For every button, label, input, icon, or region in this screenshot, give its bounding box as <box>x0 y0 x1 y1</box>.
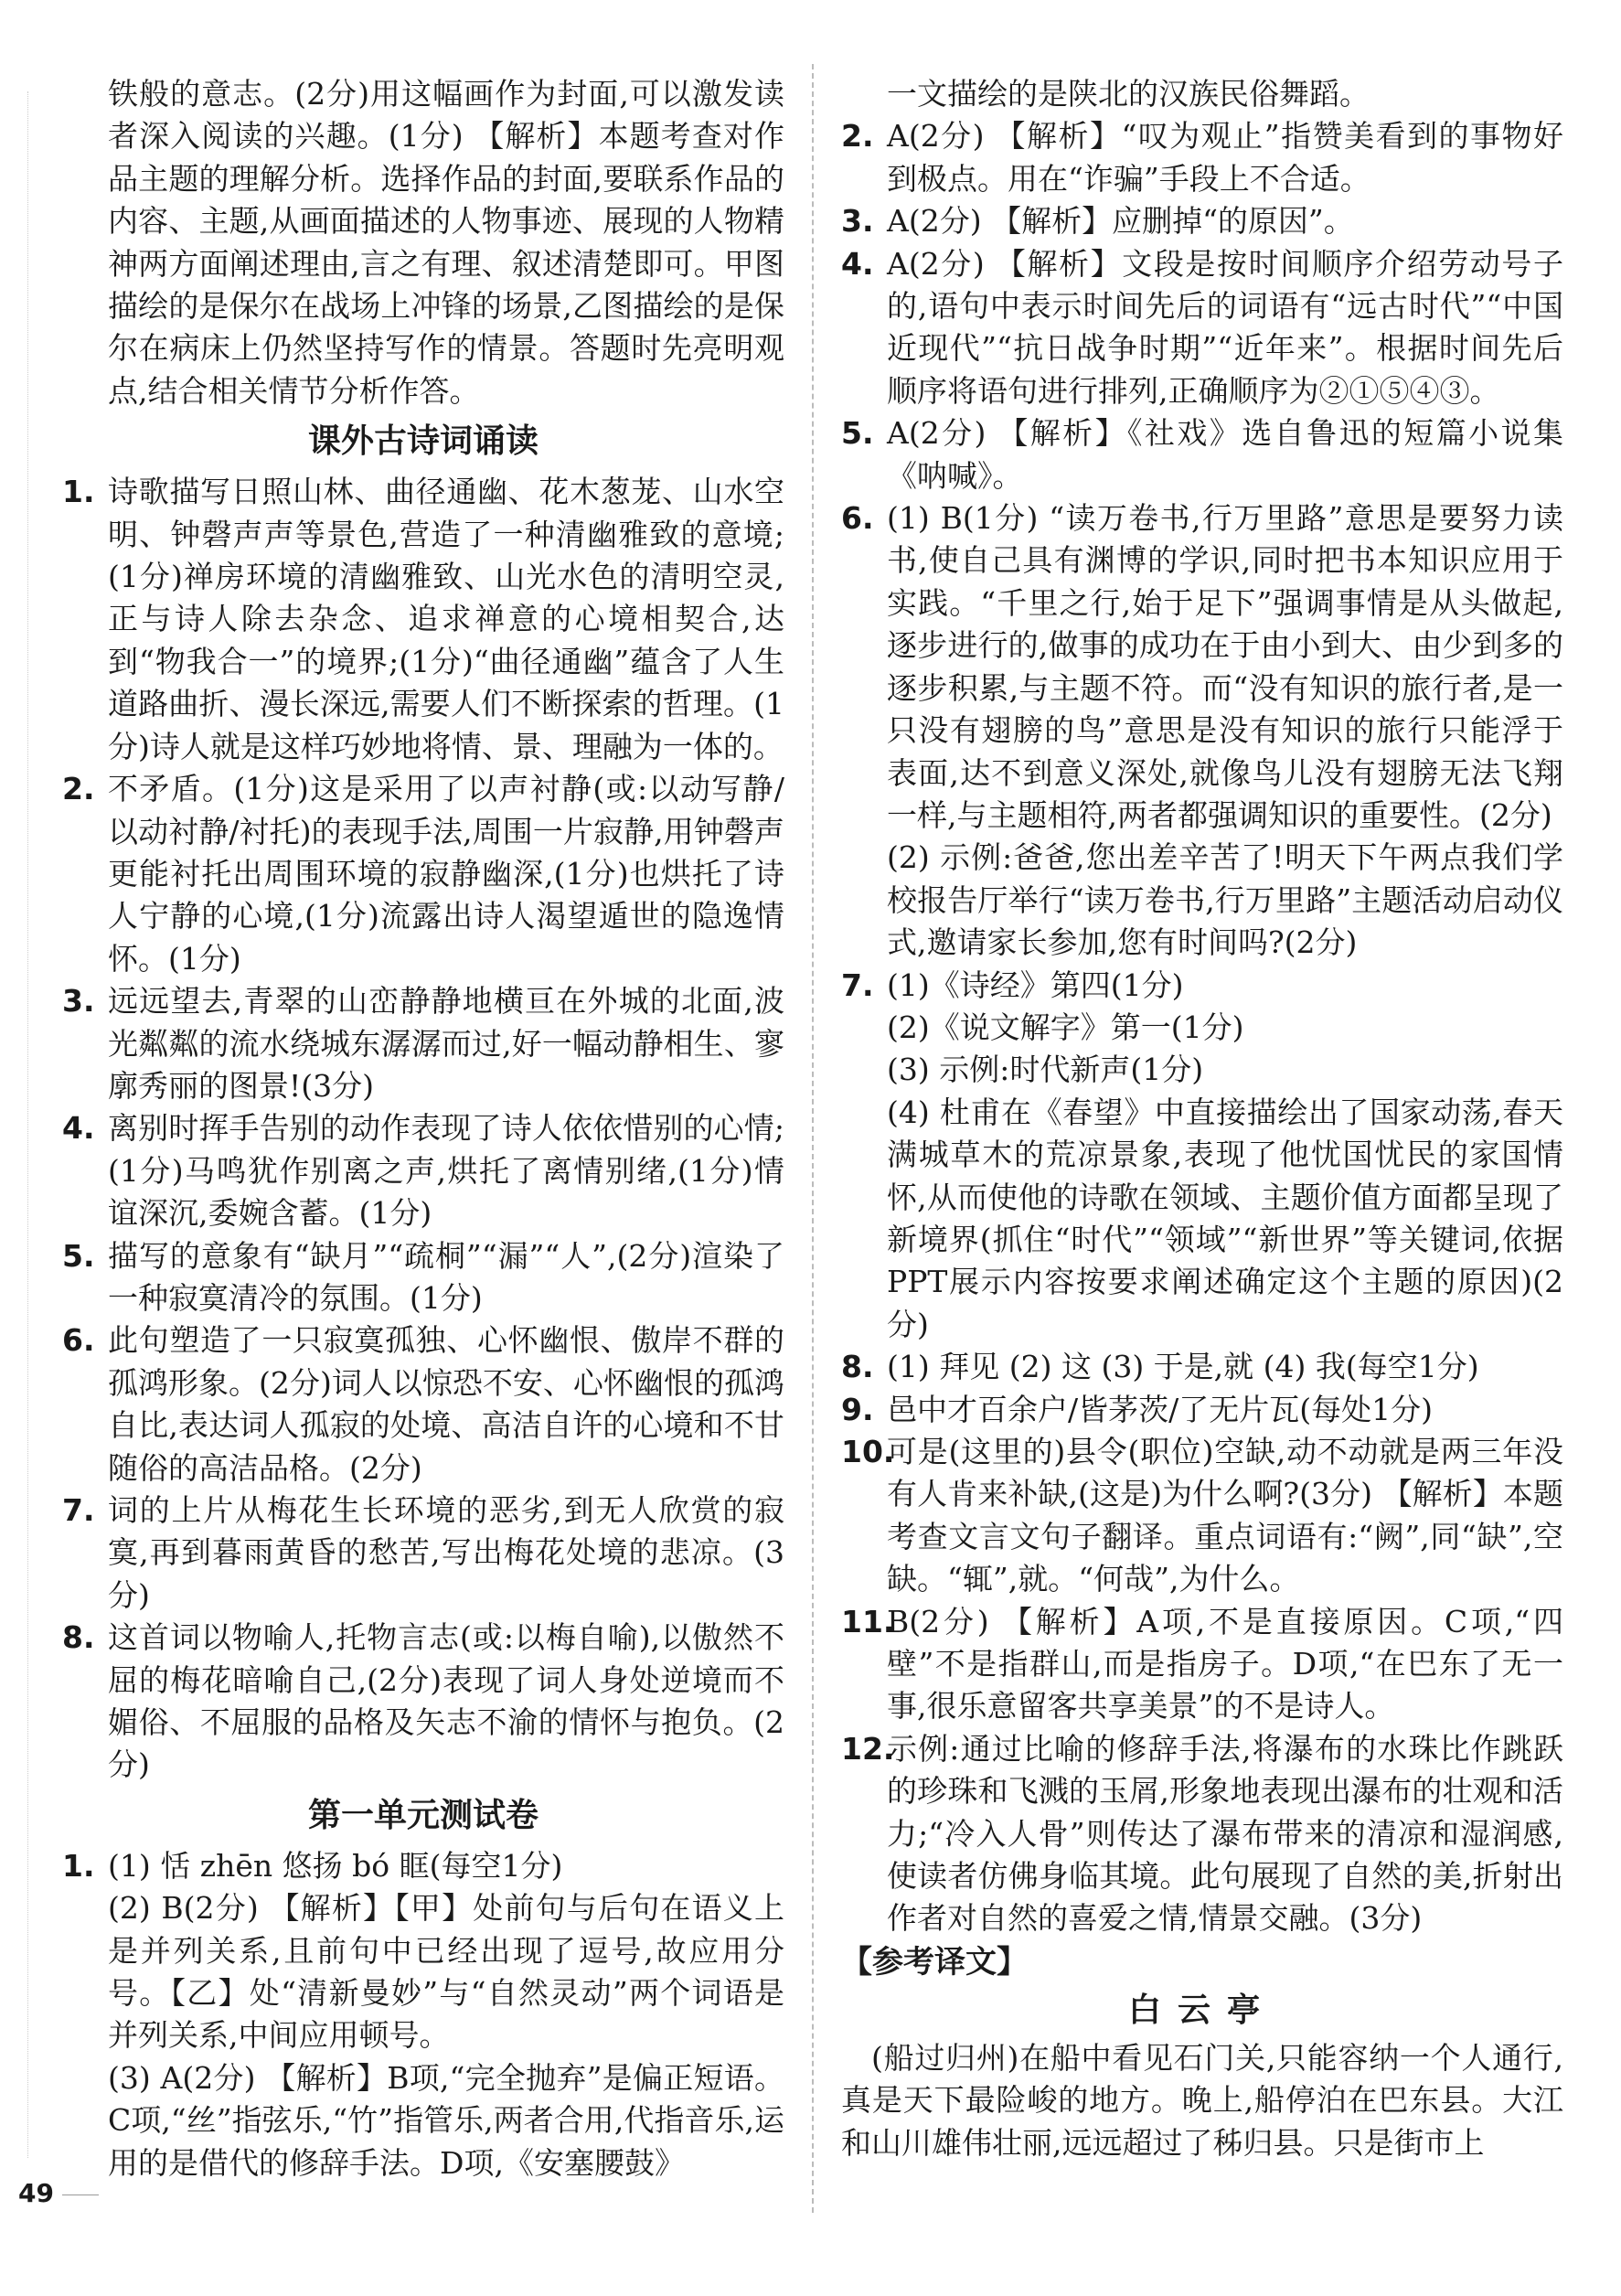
answer-item <box>841 497 1563 837</box>
answer-item <box>841 1346 1563 1388</box>
item-1-sub-3: (3) A(2分) 【解析】B项,“完全抛弃”是偏正短语。C项,“丝”指弦乐,“竹”指管乐,两者合用,代指音乐,运用的是借代的修辞手法。D项,《安塞腰鼓》 <box>108 2059 784 2181</box>
translation-title: 白云亭 <box>1127 1991 1276 2029</box>
item-number: 4. <box>62 1110 95 1147</box>
translation-text: (船过归州)在船中看见石门关,只能容纳一个人通行,真是天下最险峻的地方。晚上,船停泊在巴东县。大江和山川雄伟壮丽,远远超过了秭归县。只是街市上 <box>841 2039 1563 2161</box>
item-answer: 离别时挥手告别的动作表现了诗人依依惜别的心情;(1分)马鸣犹作别离之声,烘托了离情别绪,(1分)情谊深沉,委婉含蓄。(1分) <box>108 1110 784 1232</box>
answer-item <box>841 243 1563 413</box>
item-number: 7. <box>841 966 874 1003</box>
left-margin-rule <box>27 91 28 2158</box>
item-number: 12. <box>841 1730 895 1767</box>
answer-item <box>62 1490 784 1617</box>
item-7-sub-4: (4) 杜甫在《春望》中直接描绘出了国家动荡,春天满城草木的荒凉景象,表现了他忧国忧民的家国情怀,从而使他的诗歌在领域、主题价值方面都呈现了新境界(抓住“时代”“领域”“新世界”等关键词,依据PPT展示内容按要求阐述确定这个主题的原因)(2分) <box>887 1094 1563 1342</box>
item-7-sub-3: (3) 示例:时代新声(1分) <box>887 1052 1204 1088</box>
answer-item <box>841 1728 1563 1940</box>
item-number: 8. <box>841 1349 874 1385</box>
item-answer: 诗歌描写日照山林、曲径通幽、花木葱茏、山水空明、钟磬声声等景色,营造了一种清幽雅致的意境;(1分)禅房环境的清幽雅致、山光水色的清明空灵,正与诗人除去杂念、追求禅意的心境相契合,达到“物我合一”的境界;(1分)“曲径通幽”蕴含了人生道路曲折、漫长深远,需要人们不断探索的哲理。(1分)诗人就是这样巧妙地将情、景、理融为一体的。 <box>108 474 784 764</box>
item-number: 5. <box>841 415 874 452</box>
answer-item <box>841 200 1563 242</box>
left-column <box>62 73 784 2184</box>
item-answer: 示例:通过比喻的修辞手法,将瀑布的水珠比作跳跃的珍珠和飞溅的玉屑,形象地表现出瀑布的壮观和活力;“冷入人骨”则传达了瀑布带来的清凉和湿润感,使读者仿佛身临其境。此句展现了自然的美,折射出作者对自然的喜爱之情,情景交融。(3分) <box>887 1730 1563 1937</box>
section-title-poetry: 课外古诗词诵读 <box>307 422 539 461</box>
unit-test-answer-list-a <box>841 115 1563 837</box>
item-answer: 此句塑造了一只寂寞孤独、心怀幽恨、傲岸不群的孤鸿形象。(2分)词人以惊恐不安、心怀幽恨的孤鸿自比,表达词人孤寂的处境、高洁自许的心境和不甘随俗的高洁品格。(2分) <box>108 1322 784 1486</box>
item-number: 7. <box>62 1492 95 1528</box>
item-number: 6. <box>62 1322 95 1359</box>
item-number: 3. <box>62 983 95 1020</box>
answer-item <box>62 980 784 1107</box>
item-answer: 可是(这里的)县令(职位)空缺,动不动就是两三年没有人肯来补缺,(这是)为什么啊?(3分) 【解析】本题考查文言文句子翻译。重点词语有:“阙”,同“缺”,空缺。“辄”,就。“何哉”,为什么。 <box>887 1434 1563 1597</box>
item-answer: 邑中才百余户/皆茅茨/了无片瓦(每处1分) <box>887 1391 1433 1427</box>
item-answer: 词的上片从梅花生长环境的恶劣,到无人欣赏的寂寞,再到暮雨黄昏的愁苦,写出梅花处境的悲凉。(3分) <box>108 1492 784 1613</box>
intro-paragraph: 铁般的意志。(2分)用这幅画作为封面,可以激发读者深入阅读的兴趣。(1分) 【解析】本题考查对作品主题的理解分析。选择作品的封面,要联系作品的内容、主题,从画面描述的人物事迹、展现的人物精神两方面阐述理由,言之有理、叙述清楚即可。甲图描绘的是保尔在战场上冲锋的场景,乙图描绘的是保尔在病床上仍然坚持写作的情景。答题时先亮明观点,结合相关情节分析作答。 <box>108 76 784 409</box>
answer-item <box>62 1319 784 1490</box>
item-answer: A(2分) 【解析】《社戏》选自鲁迅的短篇小说集《呐喊》。 <box>887 415 1563 494</box>
item-7-sub-2: (2)《说文解字》第一(1分) <box>887 1009 1244 1045</box>
answer-item <box>841 115 1563 200</box>
poetry-answer-list <box>62 471 784 1787</box>
item-answer: 这首词以物喻人,托物言志(或:以梅自喻),以傲然不屈的梅花暗喻自己,(2分)表现了词人身处逆境而不媚俗、不屈服的品格及矢志不渝的情怀与抱负。(2分) <box>108 1619 784 1783</box>
item-number: 2. <box>62 771 95 807</box>
answer-item <box>62 1235 784 1320</box>
reference-translation-tag: 【参考译文】 <box>841 1943 1028 1981</box>
item-answer: (1) B(1分) “读万卷书,行万里路”意思是要努力读书,使自己具有渊博的学识,同时把书本知识应用于实践。“千里之行,始于足下”强调事情是从头做起,逐步进行的,做事的成功在于由小到大、由少到多的逐步积累,与主题不符。而“没有知识的旅行者,是一只没有翅膀的鸟”意思是没有知识的旅行只能浮于表面,达不到意义深处,就像鸟儿没有翅膀无法飞翔一样,与主题相符,两者都强调知识的重要性。(2分) <box>887 500 1563 833</box>
continued-line: 一文描绘的是陕北的汉族民俗舞蹈。 <box>887 76 1370 112</box>
unit-test-answer-list-b <box>841 1346 1563 1940</box>
answer-item <box>841 412 1563 497</box>
answer-item <box>841 1389 1563 1431</box>
item-number: 2. <box>841 118 874 155</box>
answer-item <box>62 1107 784 1234</box>
item-number: 3. <box>841 203 874 240</box>
page-number: 49 <box>18 2178 54 2208</box>
unit-test-item-7 <box>841 965 1563 1007</box>
item-number: 1. <box>62 474 95 510</box>
item-answer: 不矛盾。(1分)这是采用了以声衬静(或:以动写静/以动衬静/衬托)的表现手法,周围一片寂静,用钟磬声更能衬托出周围环境的寂静幽深,(1分)也烘托了诗人宁静的心境,(1分)流露出诗人渴望遁世的隐逸情怀。(1分) <box>108 771 784 977</box>
item-answer: A(2分) 【解析】应删掉“的原因”。 <box>887 203 1354 240</box>
item-number: 9. <box>841 1391 874 1427</box>
item-number: 10. <box>841 1434 895 1469</box>
item-answer: (1)《诗经》第四(1分) <box>887 966 1184 1003</box>
unit-test-item-1 <box>62 1845 784 1887</box>
item-number: 5. <box>62 1237 95 1274</box>
answer-item <box>62 471 784 768</box>
section-title-unit-test: 第一单元测试卷 <box>307 1796 539 1834</box>
answer-item <box>841 1431 1563 1601</box>
item-answer: A(2分) 【解析】“叹为观止”指赞美看到的事物好到极点。用在“诈骗”手段上不合适。 <box>887 118 1563 197</box>
right-column <box>841 73 1563 2164</box>
column-divider <box>812 64 814 2213</box>
item-answer: B(2分) 【解析】A项,不是直接原因。C项,“四壁”不是指群山,而是指房子。D项,“在巴东了无一事,很乐意留客共享美景”的不是诗人。 <box>887 1603 1563 1725</box>
answer-item <box>62 1617 784 1787</box>
item-number: 8. <box>62 1619 95 1656</box>
answer-item <box>841 1601 1563 1728</box>
item-number: 11. <box>841 1603 895 1639</box>
item-answer: 远远望去,青翠的山峦静静地横亘在外城的北面,波光粼粼的流水绕城东潺潺而过,好一幅动静相生、寥廓秀丽的图景!(3分) <box>108 983 784 1104</box>
item-1-sub-2: (2) B(2分) 【解析】【甲】处前句与后句在语义上是并列关系,且前句中已经出现了逗号,故应用分号。【乙】处“清新曼妙”与“自然灵动”两个词语是并列关系,中间应用顿号。 <box>108 1890 784 2054</box>
item-answer: A(2分) 【解析】文段是按时间顺序介绍劳动号子的,语句中表示时间先后的词语有“远古时代”“中国近现代”“抗日战争时期”“近年来”。根据时间先后顺序将语句进行排列,正确顺序为②①⑤④③。 <box>887 245 1563 409</box>
item-number: 4. <box>841 245 874 282</box>
item-answer: (1) 恬 zhēn 悠扬 bó 眶(每空1分) <box>108 1847 563 1884</box>
item-answer: 描写的意象有“缺月”“疏桐”“漏”“人”,(2分)渲染了一种寂寞清冷的氛围。(1分) <box>108 1237 784 1316</box>
item-6-sub-2: (2) 示例:爸爸,您出差辛苦了!明天下午两点我们学校报告厅举行“读万卷书,行万里路”主题活动启动仪式,邀请家长参加,您有时间吗?(2分) <box>887 839 1563 961</box>
item-answer: (1) 拜见 (2) 这 (3) 于是,就 (4) 我(每空1分) <box>887 1349 1479 1385</box>
item-number: 6. <box>841 500 874 537</box>
answer-item <box>62 768 784 980</box>
item-number: 1. <box>62 1847 95 1884</box>
